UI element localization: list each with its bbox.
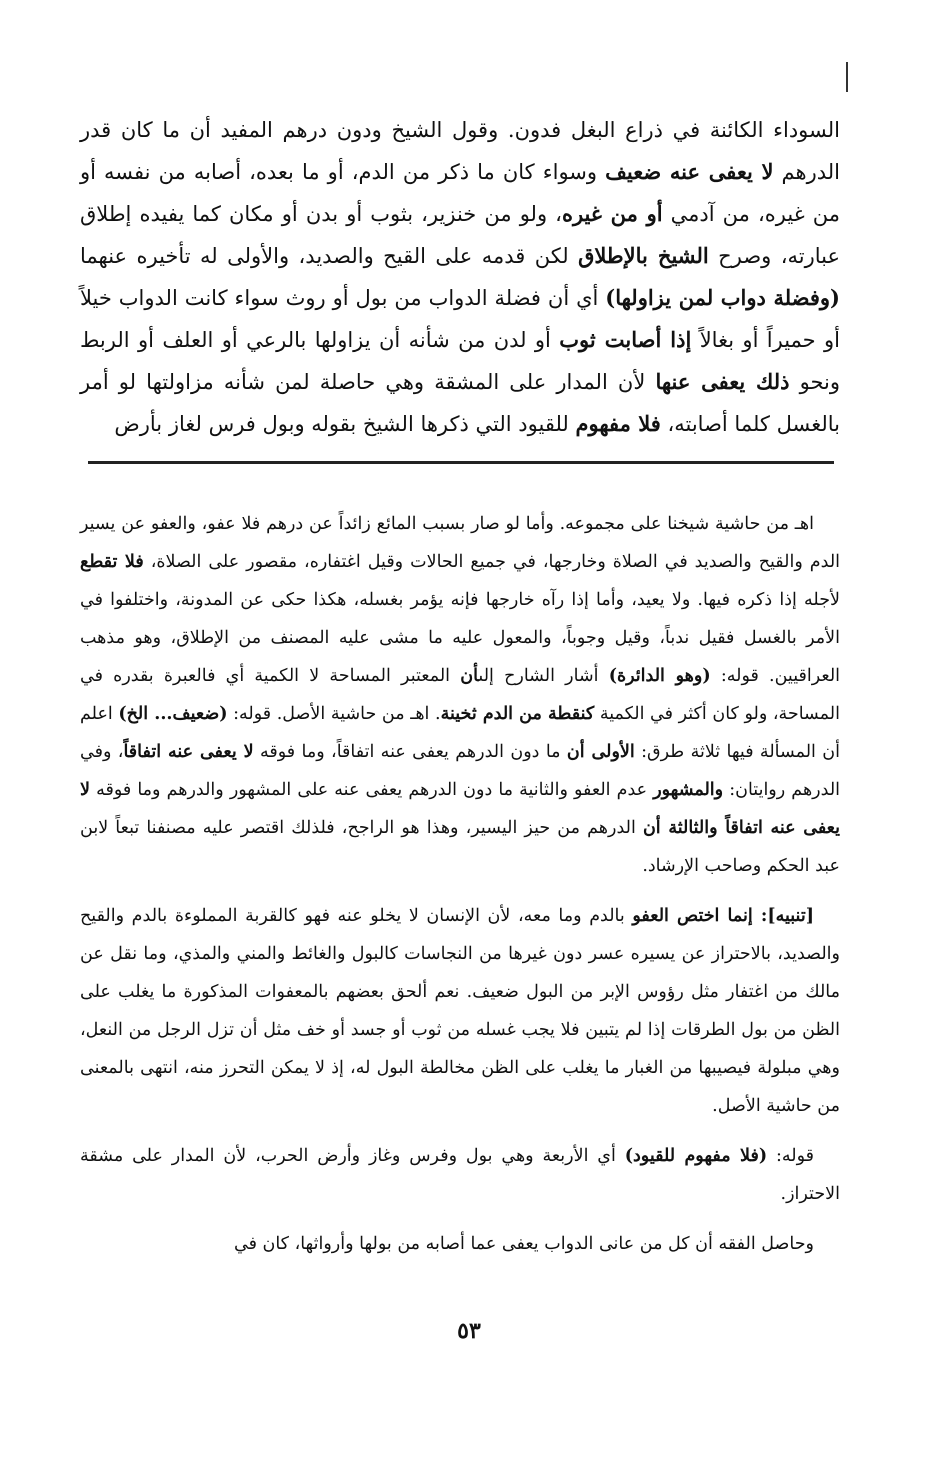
bold-phrase: ذلك يعفى عنها	[655, 369, 790, 394]
footnotes	[80, 505, 840, 1263]
bold-phrase: لا يعفى عنه ضعيف	[605, 159, 774, 184]
bold-phrase: الشيخ بالإطلاق	[578, 243, 709, 268]
bold-phrase: (وهو الدائرة)	[608, 666, 711, 686]
main-paragraph: السوداء الكائنة في ذراع البغل فدون. وقول الشيخ ودون درهم المفيد أن ما كان قدر الدرهم لا يعفى عنه ضعيف وسواء كان ما ذكر من الدم، أو ما بعده، أصابه من نفسه أو من غيره، من آدمي أو من غيره، ولو من خنزير، بثوب أو بدن أو مكان كما يفيده إطلاق عبارته، وصرح الشيخ بالإطلاق لكن قدمه على القيح والصديد، والأولى له تأخيره عنهما (وفضلة دواب لمن يزاولها) أي أن فضلة الدواب من بول أو روث سواء كانت الدواب خيلاً أو حميراً أو بغالاً إذا أصابت ثوب أو لدن من شأنه أن يزاولها بالرعي أو العلف أو الربط ونحو ذلك يعفى عنها لأن المدار على المشقة وهي حاصلة لمن شأنه مزاولتها لو أمر بالغسل كلما أصابته، فلا مفهوم للقيود التي ذكرها الشيخ بقوله وبول فرس لغاز بأرض	[80, 118, 841, 436]
margin-mark	[846, 62, 848, 92]
bold-phrase: أن	[460, 666, 479, 686]
page-number: ٥٣	[457, 1318, 481, 1344]
bold-phrase: فلا مفهوم	[575, 411, 661, 436]
bold-phrase: والمشهور	[653, 780, 724, 800]
bold-phrase: (ضعيف... الخ)	[118, 704, 228, 724]
bold-phrase: [تنبيه]: إنما اختص العفو	[632, 906, 814, 926]
bold-phrase: فلا تقطع	[80, 552, 144, 572]
bold-phrase: (وفضلة دواب لمن يزاولها)	[605, 285, 840, 310]
footnote-separator	[88, 461, 834, 464]
note-paragraph-qawluh: قوله: (فلا مفهوم للقيود) أي الأربعة وهي بول وفرس وغاز وأرض الحرب، لأن المدار على مشقة الاحتراز.	[80, 1146, 840, 1204]
note-paragraph-hasil: وحاصل الفقه أن كل من عانى الدواب يعفى عما أصابه من بولها وأرواثها، كان في	[233, 1234, 814, 1254]
bold-phrase: لا يعفى عنه اتفاقاً	[123, 742, 254, 762]
bold-phrase: كنقطة من الدم ثخينة	[440, 704, 595, 724]
bold-phrase: (فلا مفهوم للقيود)	[624, 1146, 768, 1166]
bold-phrase: إذا أصابت ثوب	[559, 327, 692, 352]
note-paragraph-tanbih: [تنبيه]: إنما اختص العفو بالدم وما معه، لأن الإنسان لا يخلو عنه فهو كالقربة المملوءة بالدم والقيح والصديد، بالاحتراز عن يسيره عسر دون غيرها من النجاسات كالبول والغائط والمني والمذي، وما نقل عن مالك من اغتفار مثل رؤوس الإبر من البول ضعيف. نعم ألحق بعضهم بالمعفوات المذكورة ما يغلب على الظن من بول الطرقات إذا لم يتبين فلا يجب غسله من ثوب أو جسد أو خف مثل أن تزل الرجل من النعل، وهي مبلولة فيصيبها من الغبار ما يغلب على الظن مخالطة البول له، إذ لا يمكن التحرز منه، انتهى بالمعنى من حاشية الأصل.	[80, 906, 840, 1116]
bold-phrase: الأولى أن	[566, 742, 635, 762]
note-paragraph-1: اهـ من حاشية شيخنا على مجموعه. وأما لو صار بسبب المائع زائداً عن درهم فلا عفو، والعفو عن يسير الدم والقيح والصديد في الصلاة وخارجها، في جميع الحالات وقيل اغتفاره، مقصور على الصلاة، فلا تقطع لأجله إذا ذكره فيها. ولا يعيد، وأما إذا رآه خارجها فإنه يؤمر بغسله، هكذا حكى عن المدونة، واختلفوا في الأمر بالغسل فقيل ندباً، وقيل وجوباً، والمعول عليه ما مشى عليه المصنف من الإطلاق، وهو مذهب العراقيين. قوله: (وهو الدائرة) أشار الشارح إلىأن المعتبر المساحة لا الكمية أي فالعبرة بقدره في المساحة، ولو كان أكثر في الكمية كنقطة من الدم ثخينة. اهـ من حاشية الأصل. قوله: (ضعيف... الخ) اعلم أن المسألة فيها ثلاثة طرق: الأولى أن ما دون الدرهم يعفى عنه اتفاقاً، وما فوقه لا يعفى عنه اتفاقاً، وفي الدرهم روايتان: والمشهور عدم العفو والثانية ما دون الدرهم يعفى عنه على المشهور والدرهم وما فوقه لا يعفى عنه اتفاقاً والثالثة أن الدرهم من حيز اليسير، وهذا هو الراجح، فلذلك اقتصر عليه مصنفنا تبعاً لابن عبد الحكم وصاحب الإرشاد.	[80, 514, 841, 876]
bold-phrase: لا يعفى عنه اتفاقاً والثالثة أن	[80, 780, 841, 838]
bold-phrase: أو من غيره	[561, 201, 663, 226]
main-text	[80, 110, 840, 445]
